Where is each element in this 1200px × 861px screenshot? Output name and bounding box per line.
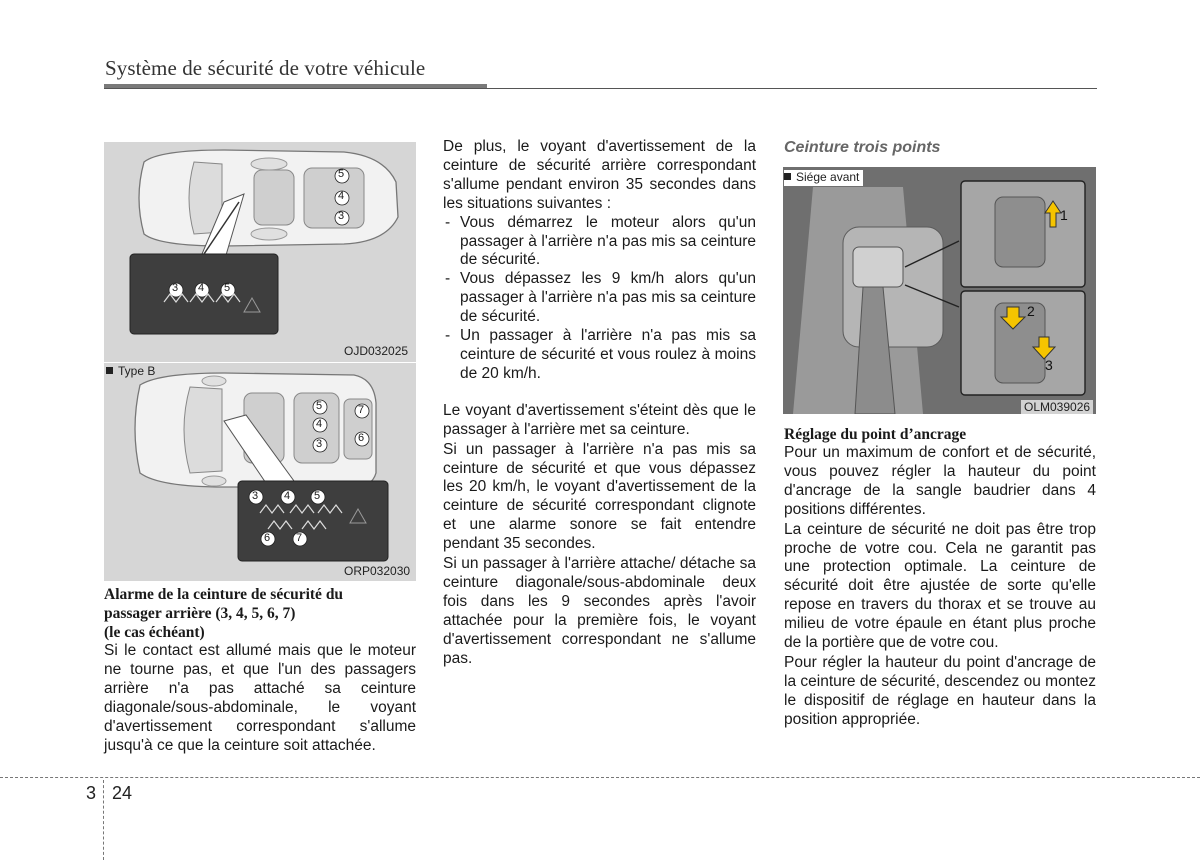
right-text-column <box>784 425 1096 730</box>
seatbelt-anchor-svg <box>783 167 1096 414</box>
car-seat-number-5: 5 <box>338 168 345 180</box>
indicator-number-4: 4 <box>198 282 205 294</box>
seatbelt-figure-caption: Siége avant <box>784 170 863 186</box>
car-seat-number-6: 6 <box>358 432 365 444</box>
right-paragraph-3: Pour régler la hauteur du point d'ancrage de la ceinture de sécurité, descendez ou montez le dispositif de réglage en hauteur dans la position appropriée. <box>784 653 1096 728</box>
right-paragraph-2: La ceinture de sécurité ne doit pas être trop proche de votre cou. Cela ne garantit pas une protection optimale. La ceinture de sécurité doit être ajustée de sorte qu'elle repose en travers du thorax et se trouve au milieu de votre épaule en étant plus proche de la portière que de votre cou. <box>784 520 1096 652</box>
arrow-number-1: 1 <box>1060 207 1068 223</box>
right-paragraph-1: Pour un maximum de confort et de sécurité, vous pouvez régler la hauteur du point d'ancrage de la sangle baudrier dans 4 positions différentes. <box>784 444 1096 518</box>
middle-paragraph-1: Le voyant d'avertissement s'éteint dès que le passager à l'arrière met sa ceinture. <box>443 401 756 438</box>
list-item: - Un passager à l'arrière n'a pas mis sa ceinture de sécurité et vous roulez à moins de 20 km/h. <box>443 327 756 384</box>
arrow-number-3: 3 <box>1045 357 1053 373</box>
car-top-view-b-svg <box>104 363 416 581</box>
figure-b-code: ORP032030 <box>344 564 411 578</box>
indicator-number-5: 5 <box>314 490 321 502</box>
car-seat-number-3: 3 <box>338 210 345 222</box>
square-bullet-icon <box>784 173 791 180</box>
page-number: 24 <box>112 783 133 803</box>
car-seat-number-4: 4 <box>338 190 345 202</box>
middle-text-column <box>443 138 756 668</box>
condition-list <box>443 214 756 384</box>
figure-b-illustration <box>104 363 416 581</box>
car-seat-number-7: 7 <box>358 404 365 416</box>
middle-intro: De plus, le voyant d'avertissement de la ceinture de sécurité arrière correspondant s'allume pendant environ 35 secondes dans les situations suivantes : <box>443 138 756 212</box>
car-seat-number-4: 4 <box>316 418 323 430</box>
indicator-number-5: 5 <box>224 282 231 294</box>
car-top-view-a-svg <box>104 142 416 362</box>
figure-b-caption: Type B <box>106 364 155 378</box>
indicator-number-4: 4 <box>284 490 291 502</box>
figure-a-code: OJD032025 <box>344 344 409 358</box>
list-item: - Vous dépassez les 9 km/h alors qu'un passager à l'arrière n'a pas mis sa ceinture de sécurité. <box>443 270 756 327</box>
car-seat-number-5: 5 <box>316 400 323 412</box>
indicator-number-3: 3 <box>252 490 259 502</box>
header-rule-thin <box>104 88 1097 89</box>
footer-divider <box>0 777 1200 778</box>
chapter-number: 3 <box>86 783 97 803</box>
square-bullet-icon <box>106 367 113 374</box>
middle-paragraph-2: Si un passager à l'arrière n'a pas mis sa ceinture de sécurité et que vous dépassez les 20 km/h, le voyant d'avertissement de la ceinture de sécurité correspondant clignote et une alarme sonore se fait entendre pendant 35 secondes. <box>443 440 756 553</box>
seatbelt-anchor-figure <box>783 167 1096 414</box>
left-text-column <box>104 585 416 755</box>
page-header-title: Système de sécurité de votre véhicule <box>105 56 426 80</box>
rear-seatbelt-alarm-heading: Alarme de la ceinture de sécurité du passager arrière (3, 4, 5, 6, 7) (le cas échéant) <box>104 586 344 641</box>
arrow-number-2: 2 <box>1027 303 1035 319</box>
seatbelt-figure-code: OLM039026 <box>1021 400 1093 414</box>
anchor-adjustment-subheading: Réglage du point d’ancrage <box>784 426 967 443</box>
list-item: - Vous démarrez le moteur alors qu'un passager à l'arrière n'a pas mis sa ceinture de sécurité. <box>443 214 756 271</box>
left-paragraph: Si le contact est allumé mais que le moteur ne tourne pas, et que l'un des passagers arrière n'a pas attaché sa ceinture diagonale/sous-abdominale, le voyant d'avertissement correspondant s'allume jusqu'à ce que la ceinture soit attachée. <box>104 642 416 754</box>
indicator-number-7: 7 <box>296 532 303 544</box>
footer-vertical-divider <box>103 780 104 860</box>
indicator-number-6: 6 <box>264 532 271 544</box>
middle-paragraph-3: Si un passager à l'arrière attache/ détache sa ceinture diagonale/sous-abdominale deux fois dans les 9 secondes après l'avoir attachée pour la première fois, le voyant d'avertissement correspondant ne s'allume pas. <box>443 555 756 667</box>
indicator-number-3: 3 <box>172 282 179 294</box>
car-seat-number-3: 3 <box>316 438 323 450</box>
section-heading: Ceinture trois points <box>784 139 941 156</box>
figure-a-illustration <box>104 142 416 362</box>
